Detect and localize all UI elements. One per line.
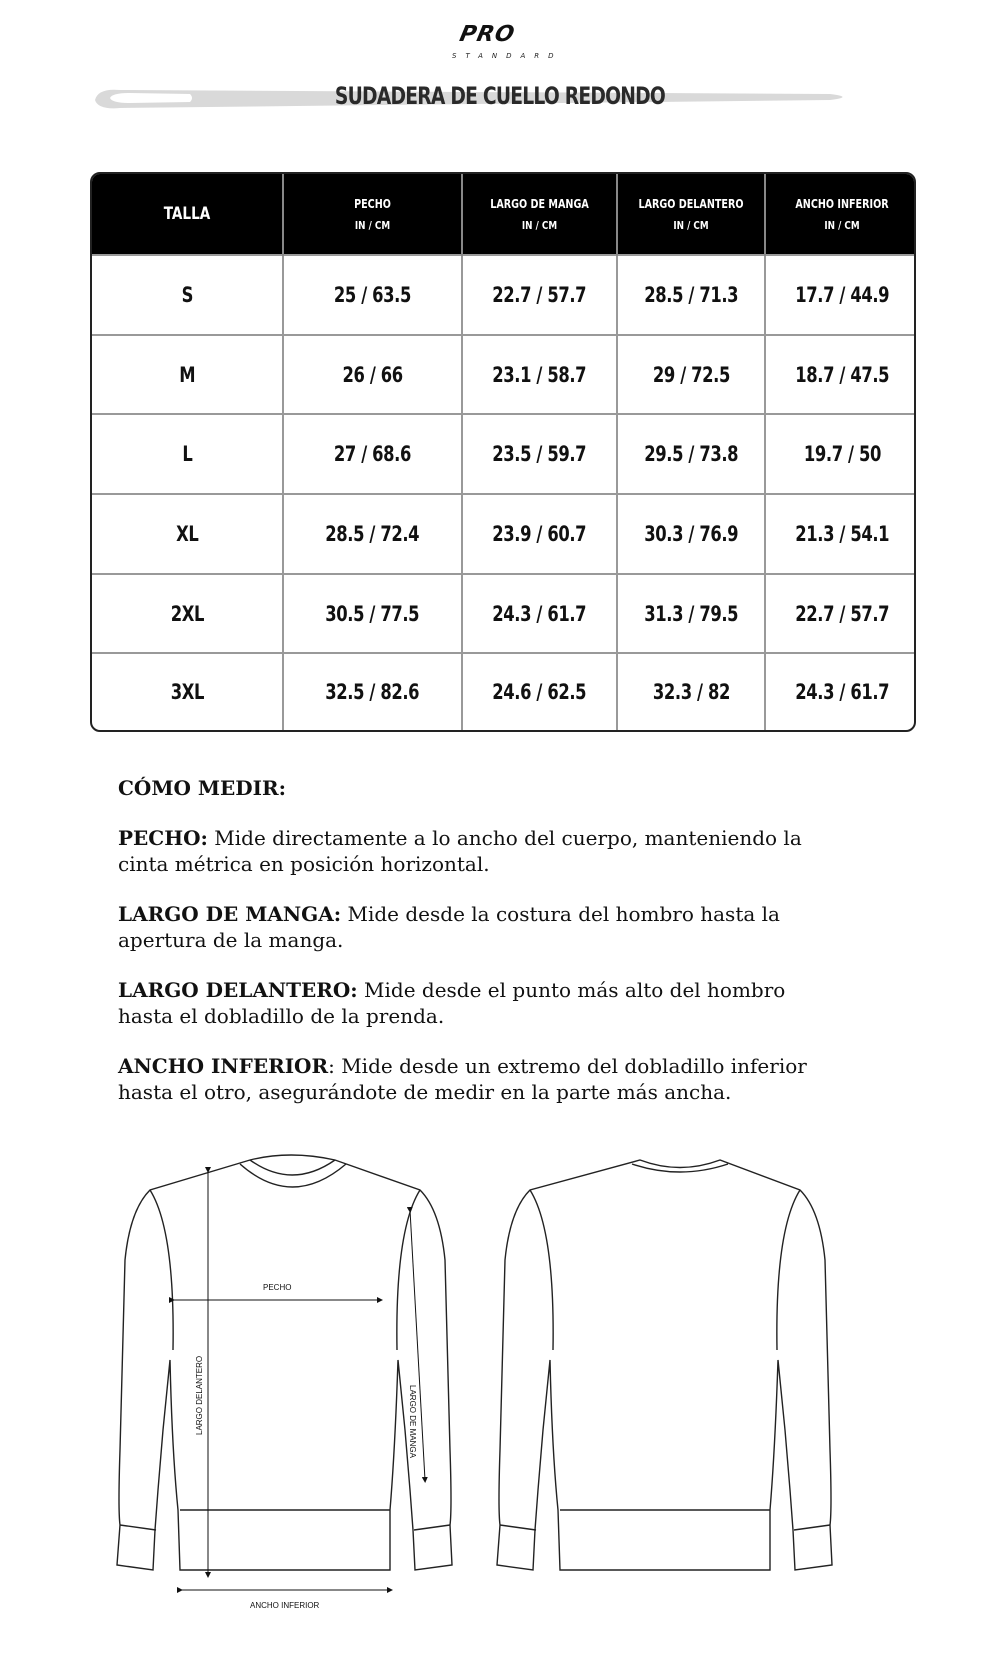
size-cell: XL: [92, 494, 283, 574]
instructions-heading: CÓMO MEDIR:: [118, 776, 286, 800]
instruction-largo-delantero: LARGO DELANTERO: Mide desde el punto más alto del hombro hasta el dobladillo de la prenda.: [118, 978, 786, 1028]
label-largo-manga: LARGO DE MANGA: [408, 1385, 417, 1458]
table-cell: 25 / 63.5: [283, 255, 462, 335]
size-cell: 2XL: [92, 574, 283, 654]
label-ancho-inferior: ANCHO INFERIOR: [250, 1601, 320, 1610]
page-title: SUDADERA DE CUELLO REDONDO: [334, 82, 666, 110]
size-cell: S: [92, 255, 283, 335]
table-header-row: [92, 174, 916, 255]
table-cell: 31.3 / 79.5: [617, 574, 765, 654]
table-cell: 26 / 66: [283, 335, 462, 415]
front-sweatshirt-illustration: [117, 1155, 452, 1570]
label-largo-delantero: LARGO DELANTERO: [195, 1355, 204, 1435]
measurement-lines: [172, 1170, 425, 1590]
table-cell: 21.3 / 54.1: [765, 494, 916, 574]
table-cell: 19.7 / 50: [765, 414, 916, 494]
size-cell: L: [92, 414, 283, 494]
measuring-instructions: [118, 775, 818, 1129]
header-largo-manga: LARGO DE MANGA IN / CM: [462, 174, 617, 255]
back-sweatshirt-illustration: [497, 1160, 832, 1570]
table-cell: 17.7 / 44.9: [765, 255, 916, 335]
table-cell: 18.7 / 47.5: [765, 335, 916, 415]
instruction-largo-manga: LARGO DE MANGA: Mide desde la costura del hombro hasta la apertura de la manga.: [118, 902, 780, 952]
table-cell: 23.5 / 59.7: [462, 414, 617, 494]
table-cell: 30.3 / 76.9: [617, 494, 765, 574]
table-row: [92, 255, 916, 335]
label-pecho: PECHO: [263, 1283, 292, 1292]
table-cell: 22.7 / 57.7: [765, 574, 916, 654]
brand-logo-text: PRO: [457, 22, 518, 47]
header-ancho-inferior: ANCHO INFERIOR IN / CM: [765, 174, 916, 255]
table-cell: 24.3 / 61.7: [765, 653, 916, 730]
table-cell: 24.3 / 61.7: [462, 574, 617, 654]
size-cell: M: [92, 335, 283, 415]
size-cell: 3XL: [92, 653, 283, 730]
table-cell: 28.5 / 72.4: [283, 494, 462, 574]
table-cell: 29.5 / 73.8: [617, 414, 765, 494]
header-talla: TALLA: [92, 174, 283, 255]
table-cell: 24.6 / 62.5: [462, 653, 617, 730]
table-cell: 27 / 68.6: [283, 414, 462, 494]
table-cell: 23.1 / 58.7: [462, 335, 617, 415]
brand-logo-sub: STANDARD: [452, 52, 563, 60]
header-pecho: PECHO IN / CM: [283, 174, 462, 255]
table-row: [92, 414, 916, 494]
table-cell: 29 / 72.5: [617, 335, 765, 415]
table-cell: 30.5 / 77.5: [283, 574, 462, 654]
table-cell: 28.5 / 71.3: [617, 255, 765, 335]
table-row: [92, 494, 916, 574]
table-cell: 23.9 / 60.7: [462, 494, 617, 574]
instruction-pecho: PECHO: Mide directamente a lo ancho del cuerpo, manteniendo la cinta métrica en posición horizontal.: [118, 826, 802, 876]
table-cell: 22.7 / 57.7: [462, 255, 617, 335]
table-row: [92, 574, 916, 654]
table-cell: 32.5 / 82.6: [283, 653, 462, 730]
size-table: [90, 172, 916, 732]
table-row: [92, 335, 916, 415]
table-cell: 32.3 / 82: [617, 653, 765, 730]
header-largo-delantero: LARGO DELANTERO IN / CM: [617, 174, 765, 255]
table-row: [92, 653, 916, 730]
instruction-ancho-inferior: ANCHO INFERIOR: Mide desde un extremo del dobladillo inferior hasta el otro, asegurándote de medir en la parte más ancha.: [118, 1054, 807, 1104]
garment-diagram: [80, 1150, 930, 1630]
